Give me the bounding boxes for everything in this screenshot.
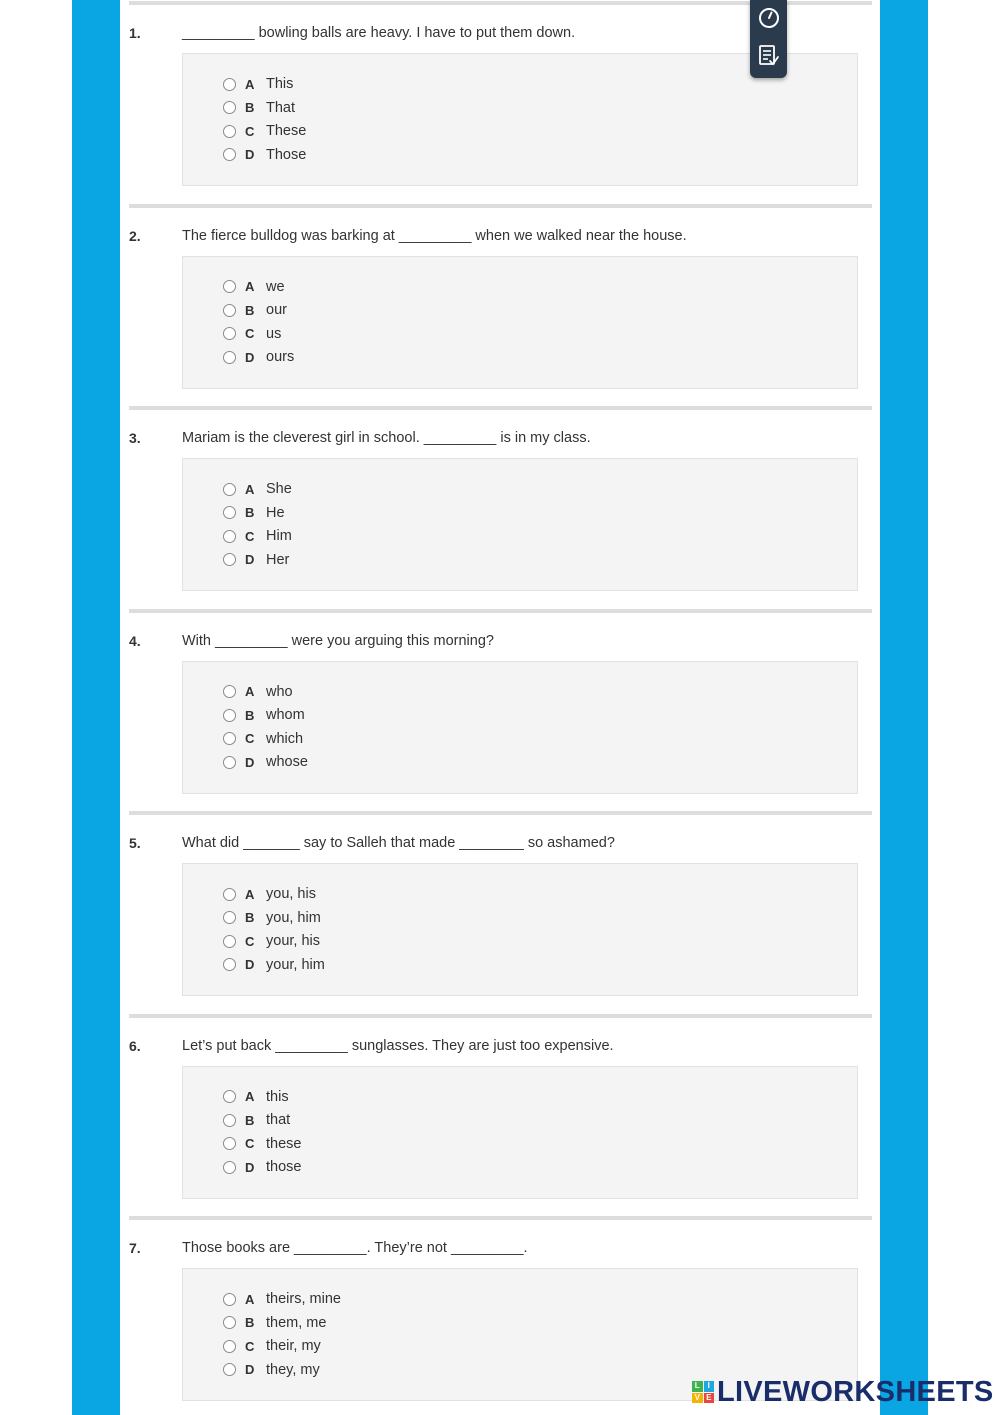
radio-button[interactable]: [223, 1161, 236, 1174]
option-text: That: [266, 99, 296, 116]
option-text: we: [266, 278, 285, 295]
option-letter: A: [245, 481, 255, 497]
radio-button[interactable]: [223, 958, 236, 971]
option-letter: A: [245, 76, 255, 92]
answer-options-box: [182, 661, 858, 794]
logo-mark-letter: I: [704, 1381, 715, 1392]
answer-option[interactable]: [223, 526, 292, 546]
option-text: Those: [266, 146, 307, 163]
question-separator: [129, 1014, 872, 1018]
answer-option[interactable]: [223, 479, 292, 499]
answer-option[interactable]: [223, 931, 320, 951]
answer-option[interactable]: [223, 1110, 290, 1130]
radio-button[interactable]: [223, 685, 236, 698]
answer-option[interactable]: [223, 1289, 341, 1309]
answer-option[interactable]: [223, 955, 325, 975]
question-text: The fierce bulldog was barking at _________ when we walked near the house.: [182, 227, 687, 244]
answer-options-box: [182, 863, 858, 996]
radio-button[interactable]: [223, 732, 236, 745]
answer-option[interactable]: [223, 277, 285, 297]
answer-option[interactable]: [223, 884, 316, 904]
option-letter: A: [245, 279, 255, 294]
radio-button[interactable]: [223, 1293, 236, 1306]
timer-button[interactable]: [755, 4, 782, 31]
option-text: your, his: [266, 933, 320, 949]
option-text: that: [266, 1112, 291, 1128]
radio-button[interactable]: [223, 709, 236, 722]
option-text: our: [266, 302, 287, 318]
question-number: 6.: [129, 1037, 141, 1054]
finish-checklist-button[interactable]: [755, 42, 782, 69]
clock-icon: [757, 6, 781, 30]
answer-option[interactable]: [223, 121, 306, 141]
radio-button[interactable]: [223, 888, 236, 901]
radio-button[interactable]: [223, 1114, 236, 1127]
option-text: this: [266, 1088, 289, 1105]
option-letter: C: [245, 1338, 255, 1354]
option-text: us: [266, 325, 282, 342]
answer-option[interactable]: [223, 98, 295, 118]
option-letter: C: [245, 731, 255, 746]
answer-option[interactable]: [223, 1336, 321, 1356]
answer-option[interactable]: [223, 347, 294, 367]
floating-toolbar: [750, 0, 787, 78]
radio-button[interactable]: [223, 553, 236, 566]
logo-mark-letter: L: [692, 1381, 703, 1392]
option-text: She: [266, 481, 292, 497]
radio-button[interactable]: [223, 148, 236, 161]
option-letter: B: [245, 505, 255, 520]
radio-button[interactable]: [223, 304, 236, 317]
option-text: their, my: [266, 1338, 321, 1354]
option-letter: D: [245, 957, 255, 972]
option-text: ours: [266, 349, 295, 365]
radio-button[interactable]: [223, 101, 236, 114]
answer-option[interactable]: [223, 1313, 326, 1333]
radio-button[interactable]: [223, 756, 236, 769]
answer-option[interactable]: [223, 324, 281, 344]
option-text: whose: [266, 754, 308, 770]
left-side-band: [72, 0, 120, 1415]
option-text: these: [266, 1135, 302, 1152]
liveworksheets-logo: [692, 1376, 994, 1408]
option-letter: C: [245, 528, 255, 544]
question-number: 1.: [129, 25, 141, 41]
radio-button[interactable]: [223, 1340, 236, 1353]
option-text: Her: [266, 551, 290, 568]
answer-option[interactable]: [223, 1134, 301, 1154]
radio-button[interactable]: [223, 530, 236, 543]
option-text: which: [266, 730, 304, 747]
question-separator: [129, 406, 872, 410]
answer-option[interactable]: [223, 1157, 301, 1177]
answer-option[interactable]: [223, 729, 303, 749]
logo-mark-letter: V: [692, 1393, 703, 1404]
radio-button[interactable]: [223, 351, 236, 364]
option-text: theirs, mine: [266, 1291, 341, 1307]
radio-button[interactable]: [223, 1316, 236, 1329]
option-text: you, him: [266, 909, 321, 926]
answer-options-box: [182, 256, 858, 389]
answer-option[interactable]: [223, 682, 293, 702]
answer-option[interactable]: [223, 300, 287, 320]
radio-button[interactable]: [223, 506, 236, 519]
option-text: whom: [266, 707, 305, 723]
option-text: them, me: [266, 1314, 327, 1331]
answer-options-box: [182, 458, 858, 591]
right-side-band: [880, 0, 928, 1415]
question-text: _________ bowling balls are heavy. I have to put them down.: [182, 25, 576, 41]
option-letter: D: [245, 349, 255, 365]
option-letter: C: [245, 326, 255, 341]
question-separator: [129, 204, 872, 208]
checklist-icon: [758, 44, 780, 68]
option-letter: D: [245, 754, 255, 770]
option-letter: B: [245, 1112, 255, 1128]
option-letter: D: [245, 1159, 255, 1175]
radio-button[interactable]: [223, 483, 236, 496]
question-number: 2.: [129, 227, 141, 244]
answer-option[interactable]: [223, 550, 289, 570]
radio-button[interactable]: [223, 280, 236, 293]
question-text: Let’s put back _________ sunglasses. They are just too expensive.: [182, 1037, 614, 1054]
option-text: who: [266, 683, 293, 700]
option-letter: B: [245, 910, 255, 925]
radio-button[interactable]: [223, 327, 236, 340]
question-text: Mariam is the cleverest girl in school. _________ is in my class.: [182, 430, 591, 446]
radio-button[interactable]: [223, 1363, 236, 1376]
logo-mark: [692, 1381, 714, 1403]
option-text: This: [266, 76, 294, 92]
radio-button[interactable]: [223, 935, 236, 948]
option-text: you, his: [266, 886, 316, 902]
question-separator: [129, 1216, 872, 1220]
option-letter: C: [245, 1136, 255, 1151]
logo-text: LIVEWORKSHEETS: [717, 1375, 994, 1408]
option-letter: C: [245, 123, 255, 139]
option-letter: A: [245, 886, 255, 902]
option-letter: B: [245, 302, 255, 318]
answer-option[interactable]: [223, 145, 306, 165]
option-text: Him: [266, 528, 292, 544]
option-letter: D: [245, 1362, 255, 1377]
answer-option[interactable]: [223, 1360, 320, 1380]
radio-button[interactable]: [223, 125, 236, 138]
question-text: Those books are _________. They’re not _________.: [182, 1240, 528, 1256]
option-letter: A: [245, 684, 255, 699]
question-text: What did _______ say to Salleh that made ________ so ashamed?: [182, 835, 615, 851]
option-text: those: [266, 1159, 302, 1175]
answer-option[interactable]: [223, 503, 285, 523]
question-separator: [129, 811, 872, 815]
option-text: they, my: [266, 1361, 320, 1378]
question-number: 3.: [129, 430, 141, 446]
answer-option[interactable]: [223, 1087, 289, 1107]
answer-option[interactable]: [223, 74, 293, 94]
question-text: With _________ were you arguing this morning?: [182, 632, 494, 649]
option-letter: B: [245, 1315, 255, 1330]
answer-option[interactable]: [223, 908, 321, 928]
option-text: your, him: [266, 956, 325, 973]
answer-options-box: [182, 1066, 858, 1199]
question-number: 7.: [129, 1240, 141, 1256]
option-letter: B: [245, 100, 255, 115]
radio-button[interactable]: [223, 1090, 236, 1103]
answer-option[interactable]: [223, 705, 305, 725]
option-letter: A: [245, 1291, 255, 1307]
radio-button[interactable]: [223, 1137, 236, 1150]
option-letter: A: [245, 1089, 255, 1104]
question-separator: [129, 609, 872, 613]
question-number: 4.: [129, 632, 141, 649]
radio-button[interactable]: [223, 911, 236, 924]
option-text: These: [266, 123, 307, 139]
logo-mark-letter: E: [704, 1393, 715, 1404]
radio-button[interactable]: [223, 78, 236, 91]
question-number: 5.: [129, 835, 141, 851]
option-letter: B: [245, 707, 255, 723]
option-letter: C: [245, 933, 255, 949]
option-letter: D: [245, 552, 255, 567]
option-letter: D: [245, 147, 255, 162]
option-text: He: [266, 504, 285, 521]
answer-option[interactable]: [223, 752, 308, 772]
